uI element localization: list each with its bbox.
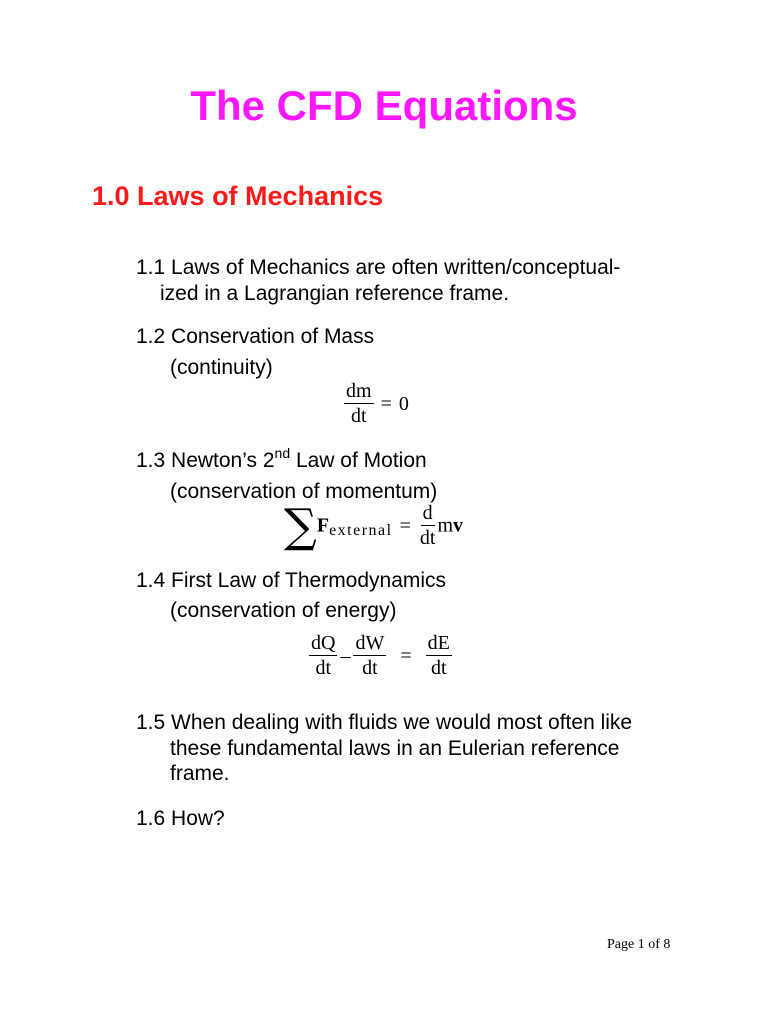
mass-rhs: 0 — [398, 392, 409, 415]
mass-fraction — [344, 380, 374, 427]
force-symbol: F — [316, 514, 330, 537]
energy-numerator: dE — [427, 632, 450, 654]
force-subscript: external — [329, 522, 393, 540]
mass-numerator: dm — [346, 380, 372, 402]
item-1-1-line2: ized in a Lagrangian reference frame. — [160, 282, 510, 305]
mass-equation — [344, 380, 416, 427]
page-title: The CFD Equations — [190, 82, 578, 129]
mass-symbol: m — [437, 514, 453, 537]
momentum-numerator: d — [422, 502, 433, 524]
item-1-5-line1: 1.5 When dealing with fluids we would most often like — [136, 711, 633, 734]
work-denominator: dt — [362, 657, 378, 679]
item-1-6-line1: 1.6 How? — [136, 807, 225, 830]
item-1-5-line2: these fundamental laws in an Eulerian reference — [170, 737, 620, 760]
energy-equation — [309, 632, 452, 679]
heat-numerator: dQ — [311, 632, 336, 654]
energy-fraction — [426, 632, 452, 679]
item-1-3-line2: (conservation of momentum) — [170, 480, 438, 503]
page-number: Page 1 of 8 — [607, 937, 671, 952]
item-1-3-pre: 1.3 Newton’s 2 — [136, 449, 275, 472]
energy-minus: – — [340, 644, 351, 667]
heat-fraction — [309, 632, 337, 679]
work-fraction — [353, 632, 386, 679]
mass-denominator: dt — [351, 405, 367, 427]
item-1-3-post: Law of Motion — [290, 449, 427, 472]
heat-denominator: dt — [315, 657, 331, 679]
mass-equals: = — [380, 392, 392, 415]
velocity-symbol: v — [453, 514, 463, 537]
item-1-3-sup: nd — [274, 445, 291, 461]
energy-equals: = — [400, 644, 412, 667]
work-numerator: dW — [355, 632, 385, 654]
momentum-denominator: dt — [419, 527, 436, 549]
momentum-equation — [284, 498, 463, 553]
item-1-2-line1: 1.2 Conservation of Mass — [136, 325, 375, 348]
section-heading: 1.0 Laws of Mechanics — [92, 181, 384, 211]
momentum-equals: = — [399, 514, 411, 537]
energy-denominator: dt — [430, 657, 447, 679]
item-1-2-line2: (continuity) — [170, 356, 273, 379]
item-1-4-line1: 1.4 First Law of Thermodynamics — [136, 569, 447, 592]
momentum-fraction — [418, 502, 438, 549]
item-1-5-line3: frame. — [170, 762, 230, 785]
item-1-3-line1 — [136, 445, 427, 475]
item-1-1-line1: 1.1 Laws of Mechanics are often written/conceptual- — [136, 256, 621, 279]
item-1-4-line2: (conservation of energy) — [170, 599, 397, 622]
summation-symbol: ∑ — [284, 498, 317, 553]
